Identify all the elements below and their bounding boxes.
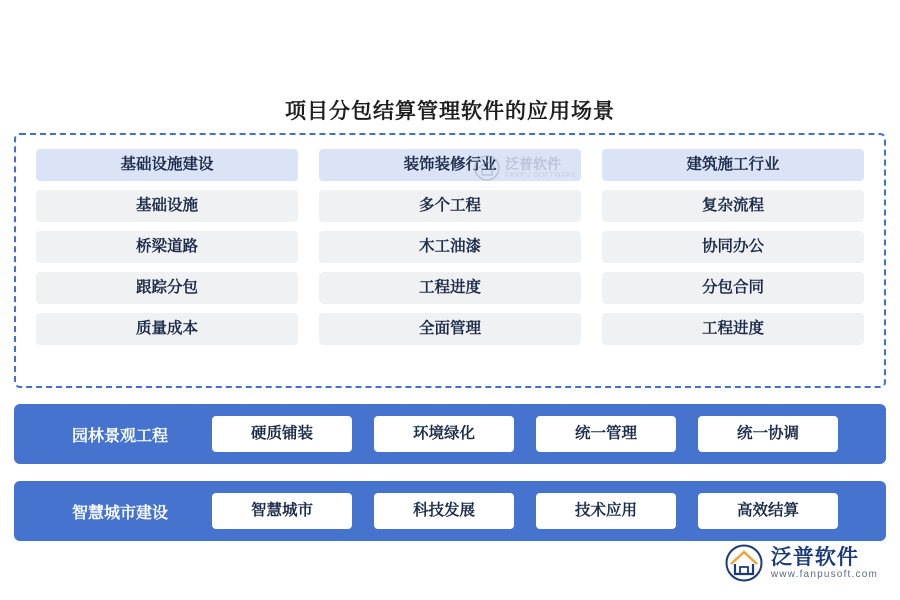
column-1-cell-4: 质量成本 — [36, 313, 298, 345]
column-1-cell-2: 桥梁道路 — [36, 231, 298, 263]
watermark-name: 泛普软件 — [505, 155, 561, 172]
watermark-subtitle: FANPU SOFTWARE — [505, 171, 577, 179]
column-2-cell-4: 全面管理 — [319, 313, 581, 345]
band-landscape — [14, 404, 886, 464]
brand-logo-text — [771, 546, 878, 580]
scenario-column-1 — [36, 149, 298, 345]
band-1-items — [212, 416, 838, 452]
column-3-cell-2: 协同办公 — [602, 231, 864, 263]
column-2-cell-3: 工程进度 — [319, 272, 581, 304]
column-3-cell-3: 分包合同 — [602, 272, 864, 304]
band-1-chip-2: 环境绿化 — [374, 416, 514, 452]
column-header-3: 建筑施工行业 — [602, 149, 864, 181]
brand-name: 泛普软件 — [770, 545, 859, 569]
brand-url: www.fanpusoft.com — [770, 569, 878, 581]
page-title: 项目分包结算管理软件的应用场景 — [285, 100, 615, 123]
band-2-chip-4: 高效结算 — [698, 493, 838, 529]
scenarios-panel — [14, 133, 886, 388]
brand-logo-icon — [725, 544, 763, 582]
band-1-chip-4: 统一协调 — [698, 416, 838, 452]
band-1-chip-1: 硬质铺装 — [212, 416, 352, 452]
column-2-cell-1: 多个工程 — [319, 190, 581, 222]
band-1-label: 园林景观工程 — [71, 427, 168, 445]
band-2-chip-2: 科技发展 — [374, 493, 514, 529]
band-2-chip-3: 技术应用 — [536, 493, 676, 529]
band-2-label: 智慧城市建设 — [71, 504, 168, 522]
band-2-chip-1: 智慧城市 — [212, 493, 352, 529]
column-header-1: 基础设施建设 — [36, 149, 298, 181]
band-smart-city — [14, 481, 886, 541]
column-2-cell-2: 木工油漆 — [319, 231, 581, 263]
column-1-cell-3: 跟踪分包 — [36, 272, 298, 304]
scenario-column-2 — [319, 149, 581, 345]
column-header-2: 装饰装修行业 — [319, 149, 581, 181]
column-3-cell-4: 工程进度 — [602, 313, 864, 345]
column-3-cell-1: 复杂流程 — [602, 190, 864, 222]
scenario-column-3 — [602, 149, 864, 345]
column-1-cell-1: 基础设施 — [36, 190, 298, 222]
band-1-chip-3: 统一管理 — [536, 416, 676, 452]
band-2-items — [212, 493, 838, 529]
brand-logo — [725, 544, 878, 582]
scenario-columns — [16, 135, 884, 345]
